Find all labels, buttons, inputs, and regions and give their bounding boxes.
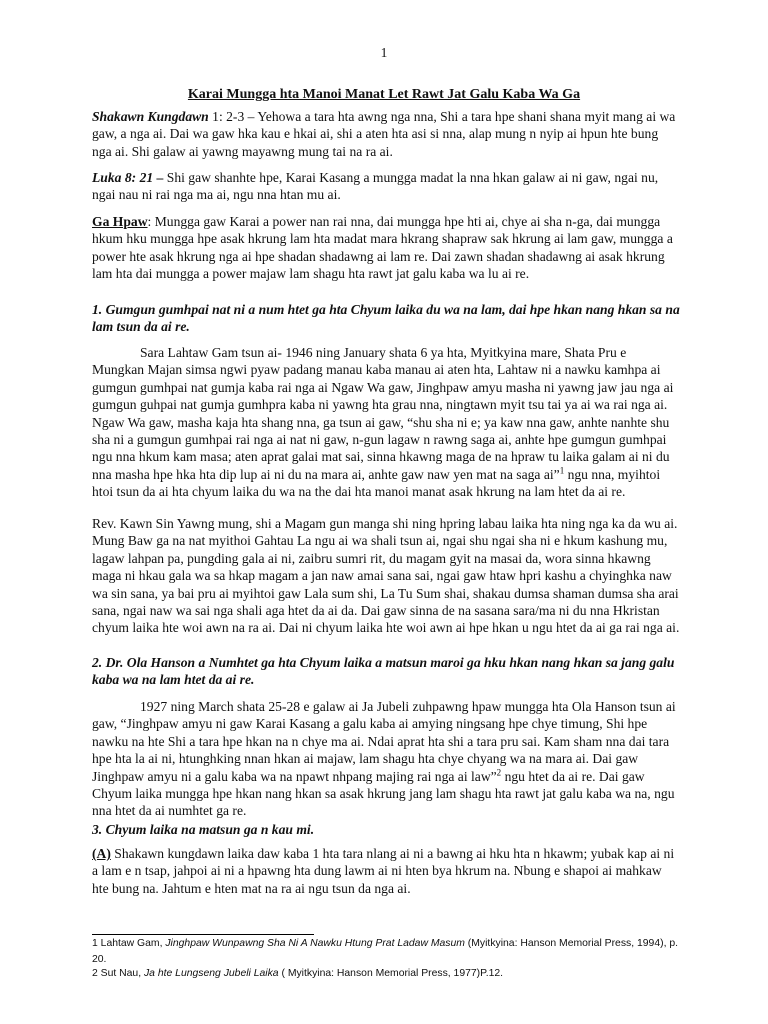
verse-label: Shakawn Kungdawn [92, 109, 209, 124]
verse-text: 1: 2-3 – Yehowa a tara hta awng nga nna, Shi a tara hpe shani shana myit mang ai wa gaw, a nga ai. Dai wa gaw hka kau e hkai ai, shi a aten hta asi si nna, alap mung n nyip ai hpun hte bung nga ai. Shi galaw ai yawng mayawng mung tai na ra ai. [92, 109, 676, 159]
footnote-2 [92, 966, 688, 982]
intro-label: Ga Hpaw [92, 214, 148, 229]
footnote-text: ( Myitkyina: Hanson Memorial Press, 1977)P.12. [278, 968, 504, 979]
page-number: 1 [380, 45, 388, 60]
section-3-heading: 3. Chyum laika na matsun ga n kau mi. [92, 822, 315, 837]
footnote-text: 2 Sut Nau, [92, 968, 144, 979]
paragraph-text-end: ngu nna, myihtoi htoi tsun da ai hta chyum laika du wa na the dai hta manoi manat asak hkrung na lam htet da ai re. [92, 466, 661, 500]
section-2-heading: 2. Dr. Ola Hanson a Numhtet ga hta Chyum laika a matsun maroi ga hku hkan nang hkan sa jang galu kaba wa na lam htet da ai re. [92, 655, 675, 688]
section-1-paragraph-2: Rev. Kawn Sin Yawng mung, shi a Magam gun manga shi ning hpring labau laika hta ning nga ka da wu ai. Mung Baw ga na nat myithoi Gahtau La ngu ai wa shali tsun ai, ngai shu ngai sha ni e hkum kashung mu, lagaw lahpan pa, pungding gala ai ni, zaibru sumri rit, du magam gyit na masai da, wora sinna hkawng maga ni hkau gala wa sa hkap magam a jan naw amai sana sai, ngai gaw htaw hpri kashu a chyinghka naw wa sin sana, ya bai pru ai myihtoi gaw Lala sum shi, La Tu Sum shai, shakau dumsa shaman dumsa sha arai sana, ngai naw wa sai nga shali aga htet da ai da. Dai gaw sinna de na sasana sara/ma ni du nna Hkristan chyum laika hte woi awn na ra ai. Dai ni chyum laika hte woi awn ai hpe hkan u ngu htet da ai ga rai nga ai. [92, 516, 680, 636]
item-text: Shakawn kungdawn laika daw kaba 1 hta tara nlang ai ni a bawng ai hku hta n hkawm; yubak kap ai ni a lam e n tsap, jahpoi ai ni a hpawng hta dung lawm ai ni hten bya hkrum na. Nbung e shapoi ai mahkaw hte bung na. Jahtum e hten mat na ra ai ngu tsun da nga ai. [92, 846, 675, 896]
footnote-1 [92, 936, 688, 968]
verse-luka [92, 169, 680, 204]
paragraph-text: 1927 ning March shata 25-28 e galaw ai Ja Jubeli zuhpawng hpaw mungga hta Ola Hanson tsun ai gaw, “Jinghpaw amyu ni gaw Karai Kasang a galu kaba ai amying ningsang hpe chye timung, Shi hpe nawku na hte Shi a tara hpe hkan na n chye ma ai. Ndai aprat hta shi a tara pru sai. Kam sham nna dai tara hpe hta la ai ni, htunghking nnan hkan ai majaw, lam shagu hta chye chyang wa na mara ai. Dai gaw Jinghpaw amyu ni a galu kaba wa na npawt nhpang majing rai nga ai law” [92, 699, 676, 784]
verse-shakawn-kungdawn [92, 108, 680, 160]
section-3-item-a [92, 845, 680, 897]
footnote-source-title: Jinghpaw Wunpawng Sha Ni A Nawku Htung Prat Ladaw Masum [165, 938, 465, 949]
footnote-ref: 2 [496, 767, 502, 778]
footnote-text: (Myitkyina: Hanson Memorial Press, 1994), p. 20. [92, 938, 679, 965]
section-1-heading: 1. Gumgun gumhpai nat ni a num htet ga hta Chyum laika du wa na lam, dai hpe hkan nang hkan sa na lam tsun da ai re. [92, 302, 680, 335]
item-label: (A) [92, 846, 111, 861]
document-title: Karai Mungga hta Manoi Manat Let Rawt Jat Galu Kaba Wa Ga [187, 87, 581, 102]
verse-text: Shi gaw shanhte hpe, Karai Kasang a mungga madat la nna hkan galaw ai ni gaw, ngai nu, ngai nau ni rai nga ma ai, ngu nna htan mu ai. [92, 170, 659, 203]
section-2-paragraph [92, 698, 680, 820]
footnote-source-title: Ja hte Lungseng Jubeli Laika [143, 968, 279, 979]
verse-label: Luka 8: 21 – [92, 170, 164, 185]
intro-text: : Mungga gaw Karai a power nan rai nna, dai mungga hpe hti ai, chye ai sha n-ga, dai mungga hkum hku mungga hpe asak hkrung lam hta madat mara hkrang shapraw sak hkrung ai lam gaw, mungga a power hte asak hkrung nga ai hpe shadan shadawng ai lam re. Dai zawn shadan shadawng ai asak hkrung lam hta dai mungga a power majaw lam shagu hta rawt jat galu kaba wa lu ai re. [92, 214, 673, 282]
section-1-paragraph-1 [92, 344, 680, 501]
footnote-text: 1 Lahtaw Gam, [92, 938, 166, 949]
footnote-ref: 1 [559, 465, 565, 476]
intro-paragraph [92, 213, 680, 283]
footnote-separator [92, 934, 314, 935]
paragraph-text-end: ngu htet da ai re. Dai gaw Chyum laika mungga hpe hkan nang hkan sa asak hkrung jang lam shagu hta rawt jat galu kaba wa na, ngu nna htet da ai numhtet ga re. [92, 768, 675, 819]
paragraph-text: Sara Lahtaw Gam tsun ai- 1946 ning January shata 6 ya hta, Myitkyina mare, Shata Pru e Mungkan Majan simsa ngwi pyaw padang manau kaba manau ai aten hta, Lahtaw ni a nawku kamhpa ai gumgun gumhpai nat gumja kaba rai nga ai Ngaw Wa gaw, Jinghpaw amyu masha ni yawng jaw jau nga ai gumgun guhpai nat gumja gumhpra kaba ni yawng hta grau nna, ningtawn myit tsu tai ya ai wa rai nga ai. Ngaw Wa gaw, masha kaja hta shang nna, ga tsun ai gaw, “shu sha ni e; ya kaw nna gaw, anhte nanhte shu sha ni a gumgun gumhpai rai nga ai nat ni gaw, n-gun lagaw n rawng saga ai, anhte hpe gumgun gumhpai ngu nna hkum kam masa; aten aprat galai mat sai, sinna hkawng maga de na hpraw tu laika galam ai ni du nna masha hpe hka hta dip lup ai ni du na mara ai, anhte gaw naw yen mat na saga ai” [92, 345, 674, 482]
